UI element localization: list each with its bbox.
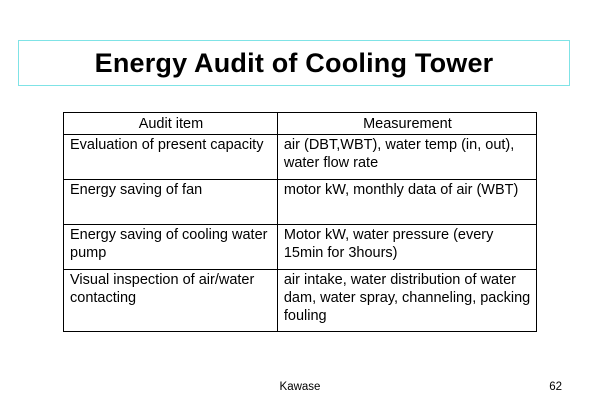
header-audit-item: Audit item	[64, 113, 278, 135]
table-row	[64, 225, 537, 270]
audit-item-cell: Evaluation of present capacity	[64, 135, 278, 180]
footer-page-number: 62	[549, 381, 562, 393]
title-box	[18, 40, 570, 86]
measurement-cell: motor kW, monthly data of air (WBT)	[277, 180, 536, 225]
table-row	[64, 270, 537, 332]
measurement-cell: air (DBT,WBT), water temp (in, out), water flow rate	[277, 135, 536, 180]
measurement-cell: air intake, water distribution of water dam, water spray, channeling, packing fouling	[277, 270, 536, 332]
audit-item-cell: Energy saving of cooling water pump	[64, 225, 278, 270]
slide-title: Energy Audit of Cooling Tower	[94, 47, 494, 78]
audit-item-cell: Energy saving of fan	[64, 180, 278, 225]
footer-author: Kawase	[279, 381, 321, 393]
measurement-cell: Motor kW, water pressure (every 15min for 3hours)	[277, 225, 536, 270]
table-row	[64, 180, 537, 225]
table-header-row	[64, 113, 537, 135]
table-row	[64, 135, 537, 180]
header-measurement: Measurement	[277, 113, 536, 135]
audit-item-cell: Visual inspection of air/water contacting	[64, 270, 278, 332]
audit-table	[63, 112, 537, 332]
